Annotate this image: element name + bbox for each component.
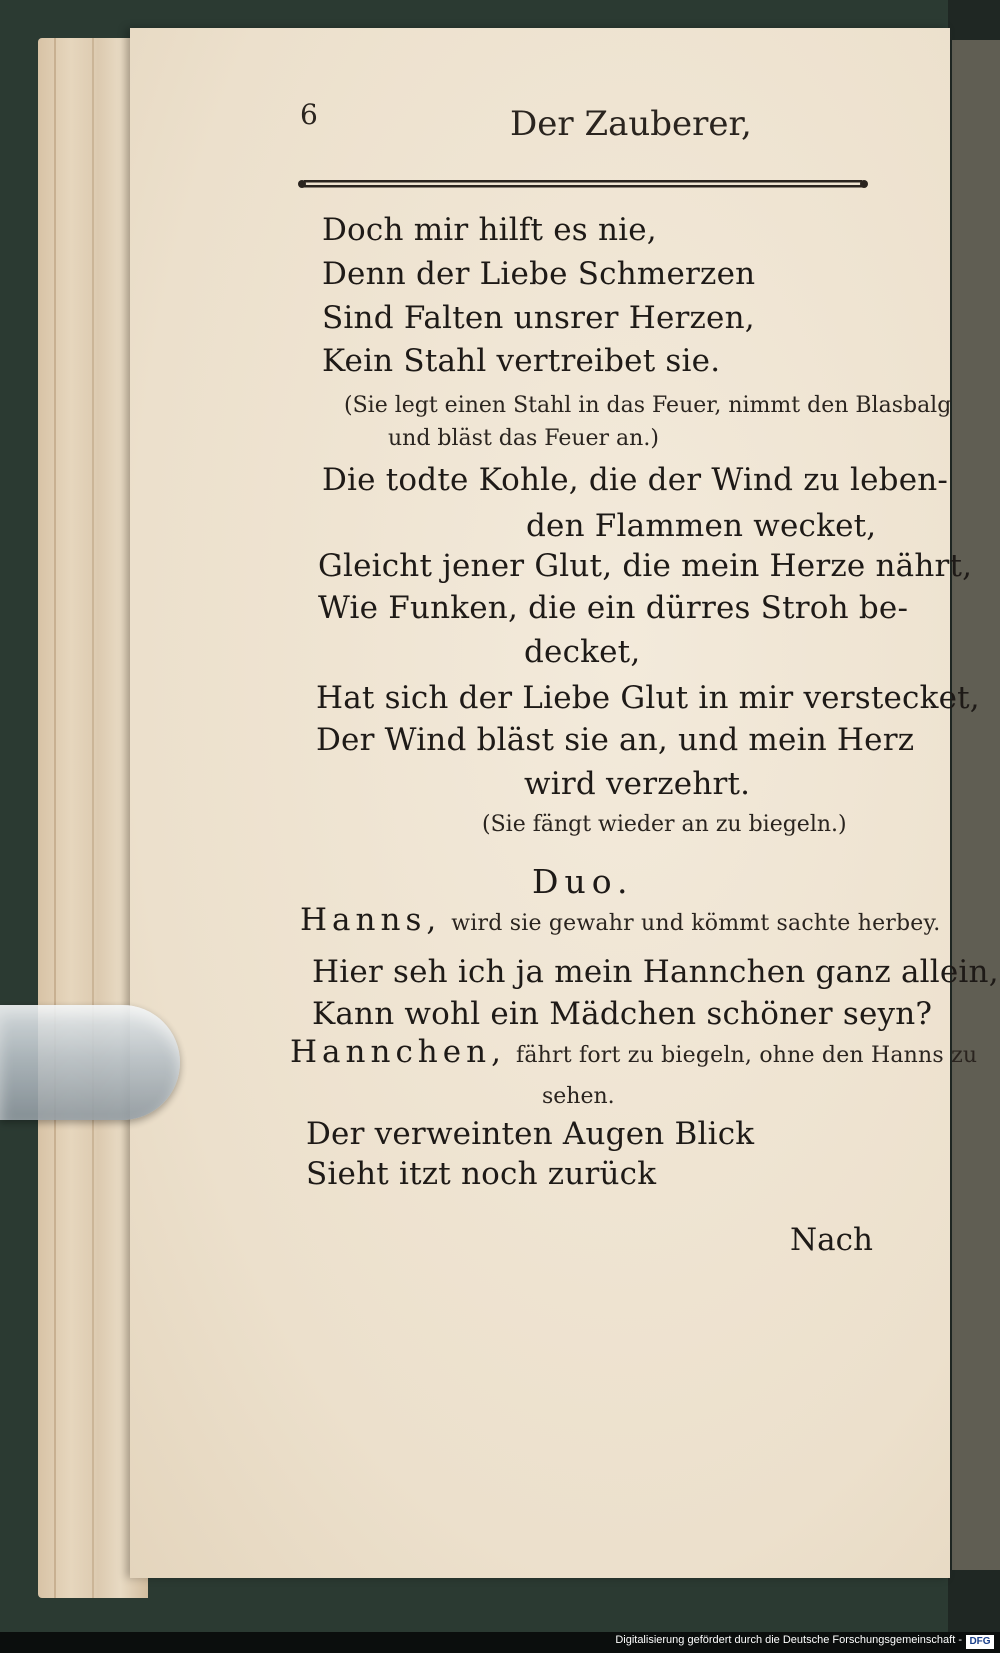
- speaker-name: Hannchen,: [290, 1034, 506, 1070]
- background-right: [948, 0, 1000, 1653]
- book-cover-edge: [952, 40, 1000, 1570]
- section-heading: Duo.: [532, 862, 634, 901]
- verse-line: Doch mir hilft es nie,: [322, 212, 657, 248]
- stage-direction: fährt fort zu biegeln, ohne den Hanns zu: [516, 1043, 978, 1068]
- header-rule: [296, 178, 871, 190]
- page-header: [300, 98, 860, 148]
- speaker-name: Hanns,: [300, 902, 442, 938]
- speaker-line: [290, 1034, 977, 1070]
- verse-line: Hat sich der Liebe Glut in mir verstecket,: [316, 680, 980, 716]
- verse-line: Denn der Liebe Schmerzen: [322, 256, 756, 292]
- verse-line: Der verweinten Augen Blick: [306, 1116, 755, 1152]
- verse-line: Die todte Kohle, die der Wind zu leben-: [322, 462, 949, 498]
- verse-line: Hier seh ich ja mein Hannchen ganz allein,: [312, 954, 999, 990]
- verse-line: Kann wohl ein Mädchen schöner seyn?: [312, 996, 933, 1032]
- running-title: Der Zauberer,: [510, 104, 752, 144]
- footer-credit: Digitalisierung gefördert durch die Deutsche Forschungsgemeinschaft -: [615, 1634, 962, 1646]
- stage-direction: wird sie gewahr und kömmt sachte herbey.: [451, 911, 941, 936]
- verse-line: Wie Funken, die ein dürres Stroh be-: [318, 590, 909, 626]
- verse-line: den Flammen wecket,: [526, 508, 877, 544]
- page-holder-clip: [0, 1005, 180, 1120]
- stage-direction: (Sie legt einen Stahl in das Feuer, nimmt den Blasbalg: [344, 393, 952, 418]
- dfg-logo-icon: DFG: [966, 1635, 994, 1649]
- speaker-line: [300, 902, 940, 938]
- verse-line: Sieht itzt noch zurück: [306, 1156, 657, 1192]
- verse-line: wird verzehrt.: [524, 766, 751, 802]
- verse-line: decket,: [524, 634, 641, 670]
- verse-line: Gleicht jener Glut, die mein Herze nährt,: [318, 548, 973, 584]
- stage-direction: und bläst das Feuer an.): [388, 426, 659, 451]
- stage-direction: (Sie fängt wieder an zu biegeln.): [482, 812, 847, 837]
- page-number: 6: [300, 98, 318, 131]
- verse-line: Sind Falten unsrer Herzen,: [322, 300, 755, 336]
- stage-direction: sehen.: [542, 1084, 615, 1109]
- verse-line: Der Wind bläst sie an, und mein Herz: [316, 722, 915, 758]
- verse-line: Kein Stahl vertreibet sie.: [322, 343, 721, 379]
- catchword: Nach: [790, 1222, 873, 1258]
- footer-bar: [0, 1632, 1000, 1653]
